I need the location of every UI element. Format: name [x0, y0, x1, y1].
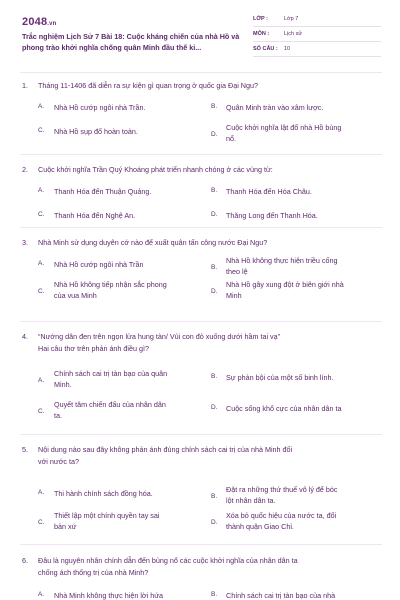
option-letter: B.: [211, 493, 218, 500]
option-letter: B.: [211, 591, 218, 598]
option-letter: A.: [38, 489, 45, 496]
option-text: Cuộc khởi nghĩa lật đổ nhà Hồ bùng nổ.: [226, 123, 342, 143]
option-letter: C.: [38, 211, 45, 218]
question-text: Cuộc khởi nghĩa Trần Quý Khoáng phát triển nhanh chóng ở các vùng từ:: [38, 165, 273, 174]
option-text: Quân Minh tràn vào xâm lược.: [226, 103, 324, 112]
question-divider: [20, 227, 382, 228]
meta-subject-label: MÔN :: [253, 31, 270, 37]
option-text: Thiết lập một chính quyền tay sai bản xứ: [54, 511, 160, 531]
option-text: Nhà Hồ sụp đổ hoàn toàn.: [54, 127, 138, 136]
meta-count-label: SỐ CÂU :: [253, 46, 278, 52]
option-text: Nhà Hồ không tiếp nhận sắc phong của vua Minh: [54, 280, 167, 300]
option-letter: A.: [38, 260, 45, 267]
option-letter: A.: [38, 103, 45, 110]
option-letter: A.: [38, 377, 45, 384]
option-text: Thanh Hóa đến Hóa Châu.: [226, 187, 312, 196]
option-text: Nhà Hồ cướp ngôi nhà Trần: [54, 260, 144, 269]
question-text: “Nướng dân đen trên ngọn lửa hung tàn/ Vùi con đỏ xuống dưới hầm tai vạ” Hai câu thơ trên phản ánh điều gì?: [38, 332, 281, 353]
question-text: Nhà Minh sử dụng duyên cớ nào để xuất quân tấn công nước Đại Ngu?: [38, 238, 268, 247]
meta-count-row: [253, 45, 381, 57]
question-text: Nội dung nào sau đây không phản ánh đúng chính sách cai trị của nhà Minh đối với nước ta?: [38, 445, 293, 466]
option-letter: B.: [211, 373, 218, 380]
question-number: 1.: [22, 81, 28, 90]
question-divider: [20, 72, 382, 73]
option-letter: D.: [211, 211, 218, 218]
question-text: Tháng 11-1406 đã diễn ra sự kiện gì quan trọng ở quốc gia Đại Ngu?: [38, 81, 258, 90]
option-letter: A.: [38, 187, 45, 194]
meta-subject-value: Lịch sử: [284, 31, 303, 37]
option-text: Sự phản bội của một số binh lính.: [226, 373, 334, 382]
question-number: 5.: [22, 445, 28, 454]
option-letter: C.: [38, 127, 45, 134]
logo-text: 2048: [22, 16, 48, 28]
option-letter: C.: [38, 288, 45, 295]
option-text: Chính sách cai trị tàn bạo của quân Minh.: [54, 369, 168, 389]
meta-class-label: LỚP :: [253, 16, 268, 22]
question-number: 2.: [22, 165, 28, 174]
option-text: Thăng Long đến Thanh Hóa.: [226, 211, 318, 220]
option-text: Nhà Minh không thực hiện lời hứa: [54, 591, 164, 600]
option-text: Nhà Hồ gây xung đột ở biên giới nhà Minh: [226, 280, 344, 300]
option-letter: A.: [38, 591, 45, 598]
option-text: Chính sách cai trị tàn bạo của nhà: [226, 591, 336, 600]
quiz-title: Trắc nghiệm Lịch Sử 7 Bài 18: Cuộc kháng chiến của nhà Hồ và phong trào khởi nghĩa chống quân Minh đầu thế kỉ...: [22, 32, 240, 52]
question-number: 4.: [22, 332, 28, 341]
meta-class-value: Lớp 7: [284, 16, 299, 22]
question-divider: [20, 154, 382, 155]
site-logo[interactable]: [22, 16, 57, 28]
option-letter: D.: [211, 404, 218, 411]
option-letter: C.: [38, 519, 45, 526]
option-text: Quyết tâm chiến đấu của nhân dân ta.: [54, 400, 166, 420]
option-letter: B.: [211, 187, 218, 194]
option-text: Xóa bỏ quốc hiệu của nước ta, đổi thành quận Giao Chỉ.: [226, 511, 337, 531]
option-text: Nhà Hồ không thực hiện triều cống theo lệ: [226, 256, 338, 276]
option-text: Thi hành chính sách đồng hóa.: [54, 489, 153, 498]
meta-count-value: 10: [284, 46, 291, 52]
option-text: Đặt ra những thứ thuế vô lý để bóc lột nhân dân ta.: [226, 485, 338, 505]
option-letter: B.: [211, 103, 218, 110]
option-text: Nhà Hồ cướp ngôi nhà Trần.: [54, 103, 146, 112]
question-number: 3.: [22, 238, 28, 247]
option-text: Thanh Hóa đến Nghệ An.: [54, 211, 136, 220]
option-letter: D.: [211, 288, 218, 295]
option-letter: D.: [211, 519, 218, 526]
option-letter: C.: [38, 408, 45, 415]
option-letter: B.: [211, 264, 218, 271]
logo-suffix: .vn: [47, 21, 57, 27]
meta-subject-row: [253, 30, 381, 42]
option-text: Thanh Hóa đến Thuận Quảng.: [54, 187, 152, 196]
question-text: Đâu là nguyên nhân chính dẫn đến bùng nổ các cuộc khởi nghĩa của nhân dân ta chống ách thống trị của nhà Minh?: [38, 556, 298, 577]
question-number: 6.: [22, 556, 28, 565]
question-divider: [20, 434, 382, 435]
question-divider: [20, 544, 382, 545]
meta-class-row: [253, 15, 381, 27]
option-letter: D.: [211, 131, 218, 138]
question-divider: [20, 321, 382, 322]
page-header: [0, 0, 400, 66]
option-text: Cuộc sống khổ cực của nhân dân ta: [226, 404, 342, 413]
